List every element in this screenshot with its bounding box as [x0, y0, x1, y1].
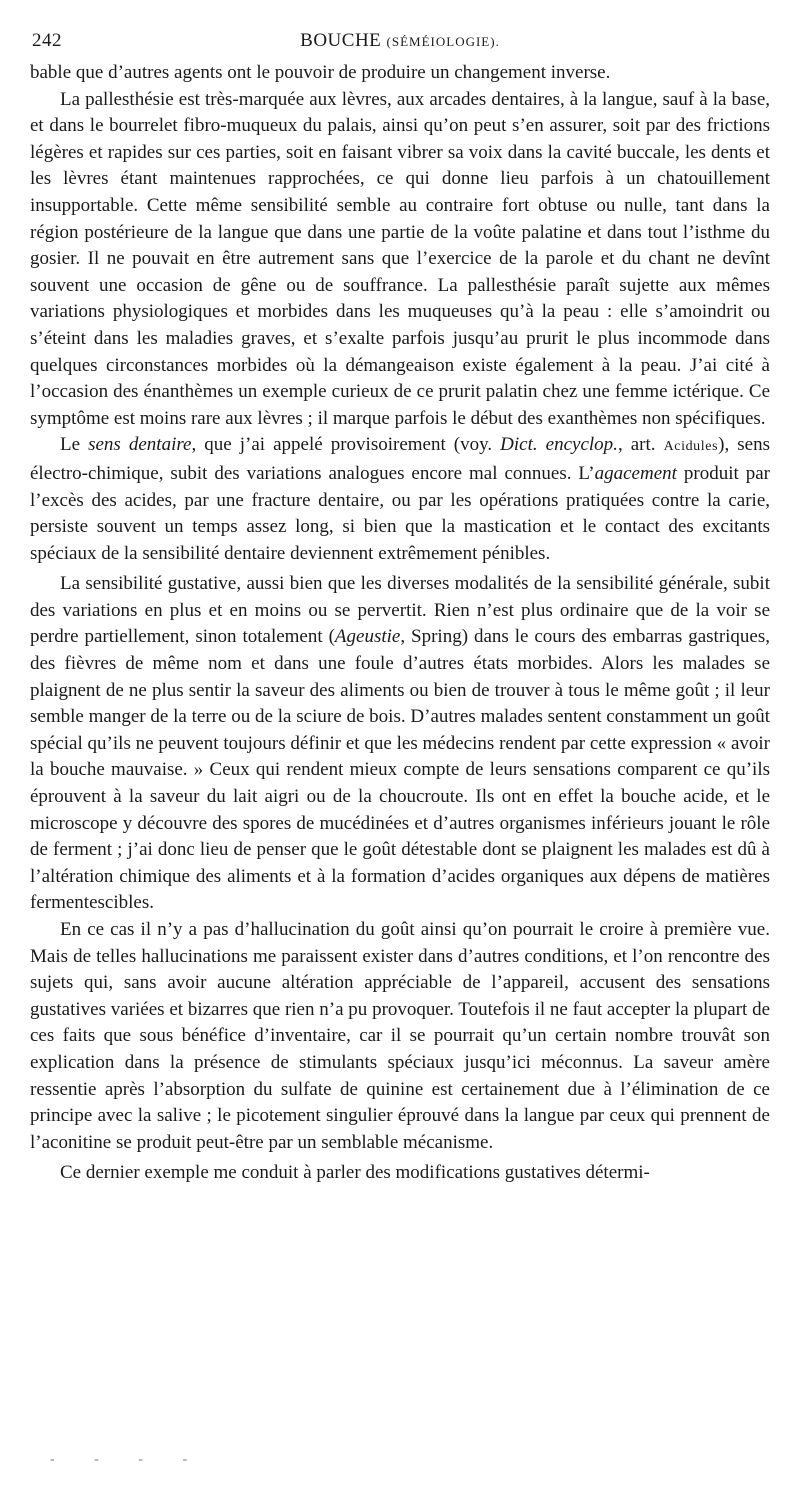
italic-citation: Dict. encyclop.: [500, 434, 618, 456]
running-title-main: BOUCHE: [300, 30, 382, 51]
paragraph-sensibilite-gustative: [30, 571, 770, 917]
running-title: [30, 30, 770, 52]
body-text: [30, 60, 770, 1187]
running-title-sub: (SÉMÉIOLOGIE).: [386, 34, 500, 49]
text-run: , Spring) dans le cours des embarras gastriques, des fièvres de même nom et dans une foule d’autres états morbides. Alors les malades se plaignent de ne plus sentir la saveur des aliments ou bien de trouver à tous le même goût ; il leur semble manger de la terre ou de la sciure de bois. D’autres malades sentent constamment un goût spécial qu’ils ne peuvent toujours définir et que les médecins rendent par cette expression « avoir la bouche mauvaise. » Ceux qui rendent mieux compte de leurs sensations comparent ce qu’ils éprouvent à la saveur du lait aigri ou de la choucroute. Ils ont en effet la bouche acide, et le microscope y découvre des spores de mucédinées et d’autres organismes inférieurs jouant le rôle de ferment ; j’ai donc lieu de penser que le goût détestable dont se plaignent les malades est dû à l’altération chimique des aliments et à la formation d’acides organiques aux dépens de matières fermentescibles.: [30, 626, 771, 914]
paragraph-sens-dentaire: [30, 432, 770, 567]
text-run: ), sens électro-chimique, subit des variations analogues encore mal connues. L’: [30, 434, 770, 484]
book-page: [30, 30, 770, 1187]
italic-term: agacement: [594, 462, 677, 484]
text-run: produit par l’excès des acides, par une fracture dentaire, ou par les opérations pratiquées contre la carie, persiste souvent un temps assez long, si bien que la mastication et le contact des excitants spéciaux de la sensibilité dentaire deviennent extrêmement pénibles.: [30, 462, 770, 564]
text-run: , que j’ai appelé provisoirement (voy.: [191, 434, 501, 456]
running-header: [30, 30, 770, 60]
stray-marks: - - - -: [50, 1452, 206, 1467]
text-run: La sensibilité gustative, aussi bien que les diverses modalités de la sensibilité générale, subit des variations en plus et en moins ou se pervertit. Rien n’est plus ordinaire que de la voir se perdre partiellement, sinon totalement (: [30, 573, 770, 648]
italic-term: Ageustie: [334, 626, 401, 648]
smallcaps-term: Acidules: [663, 439, 719, 455]
page-number: 242: [32, 30, 62, 51]
italic-term: sens dentaire: [88, 434, 192, 456]
paragraph-continuation: bable que d’autres agents ont le pouvoir de produire un changement inverse.: [30, 62, 611, 83]
paragraph-hallucination: En ce cas il n’y a pas d’hallucination du goût ainsi qu’on pourrait le croire à première vue. Mais de telles hallucinations me paraissent exister dans d’autres conditions, et l’on rencontre des sujets qui, sans avoir aucune altération appréciable de l’appareil, accusent des sensations gustatives variées et bizarres que rien n’a pu provoquer. Toutefois il ne faut accepter la plupart de ces faits que sous bénéfice d’inventaire, car il se pourrait qu’un certain nombre trouvât son explication dans la présence de stimulants spéciaux jusqu’ici méconnus. La saveur amère ressentie après l’absorption du sulfate de quinine est certainement due à l’élimination de ce principe avec la salive ; le picotement singulier éprouvé dans la langue par ceux qui prennent de l’aconitine se produit peut-être par un semblable mécanisme.: [30, 919, 770, 1153]
text-run: Le: [60, 434, 89, 456]
paragraph-final: Ce dernier exemple me conduit à parler des modifications gustatives détermi-: [60, 1162, 650, 1184]
text-run: , art.: [617, 434, 664, 456]
paragraph-pallesthesie: La pallesthésie est très-marquée aux lèvres, aux arcades dentaires, à la langue, sauf à la base, et dans le bourrelet fibro-muqueux du palais, ainsi qu’on peut s’en assurer, soit par des frictions légères et rapides sur ces parties, soit en faisant vibrer sa voix dans la cavité buccale, les dents et les lèvres étant maintenues rapprochées, ce qui donne lieu parfois à un chatouillement insupportable. Cette même sensibilité semble au contraire fort obtuse ou nulle, tant dans la région postérieure de la langue que dans une partie de la voûte palatine et dans tout l’isthme du gosier. Il ne pouvait en être autrement sans que l’exercice de la parole et du chant ne devînt souvent une occasion de gêne ou de souffrance. La pallesthésie paraît sujette aux mêmes variations physiologiques et morbides dans les muqueuses qu’à la peau : elle s’amoindrit ou s’éteint dans les maladies graves, et s’exalte parfois jusqu’au prurit le plus incommode dans quelques circonstances morbides où la démangeaison existe également à la peau. J’ai cité à l’occasion des énanthèmes un exemple curieux de ce prurit palatin chez une femme ictérique. Ce symptôme est moins rare aux lèvres ; il marque parfois le début des exanthèmes non spécifiques.: [30, 88, 770, 429]
